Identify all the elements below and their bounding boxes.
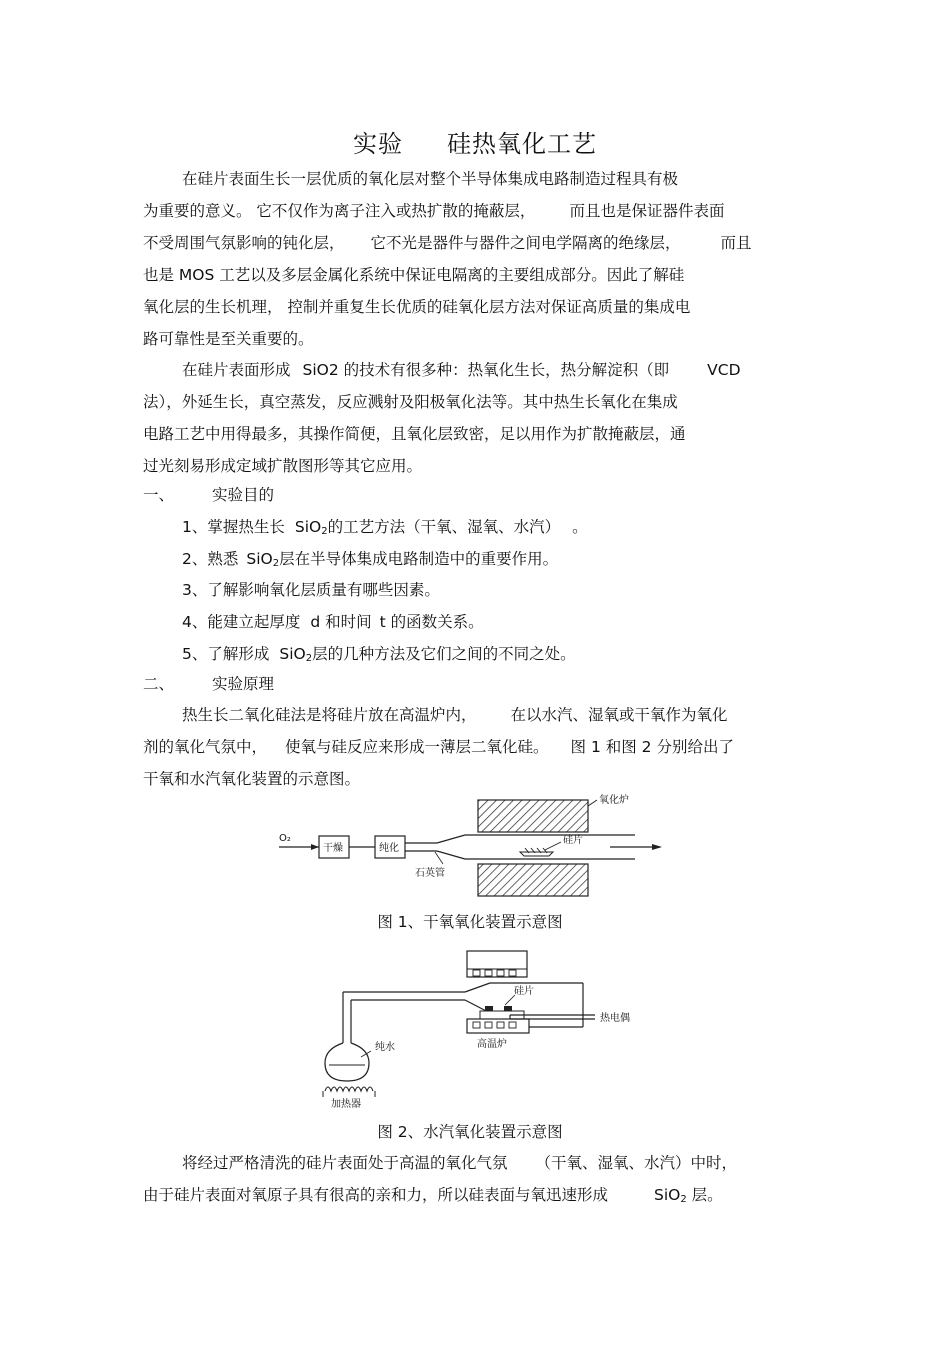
objective-5: 5、了解形成 SiO$_2$层的几种方法及它们之间的不同之处。 [182,645,576,664]
principle-line-2: 剂的氧化气氛中， 使氧与硅反应来形成一薄层二氧化硅。 图 1 和图 2 分别给出了 [143,738,734,756]
section-2-heading: 二、 实验原理 [143,675,275,693]
inlet-arrow-icon [311,844,319,850]
intro-line-4: 也是 MOS 工艺以及多层金属化系统中保证电隔离的主要组成部分。因此了解硅 [143,266,685,284]
principle-line-3: 干氧和水汽氧化装置的示意图。 [143,770,361,788]
wafer-label: 硅片 [514,986,534,997]
outlet-arrow-icon [652,844,662,850]
closing-line-1: 将经过严格清洗的硅片表面处于高温的氧化气氛 （干氧、湿氧、水汽）中时， [182,1154,738,1172]
intro-line-3: 不受周围气氛影响的钝化层， 它不光是器件与器件之间电学隔离的绝缘层， 而且 [143,234,752,252]
quartz-tube-label: 石英管 [415,868,445,879]
section-1-heading: 一、 实验目的 [143,486,275,504]
high-temp-furnace-label: 高温炉 [477,1039,507,1050]
furnace-top-block [478,800,588,832]
objective-1: 1、掌握热生长 SiO$_2$的工艺方法（干氧、湿氧、水汽） 。 [182,518,588,537]
figure-1-caption: 图 1、干氧氧化装置示意图 [377,913,563,931]
purifier-label: 纯化 [379,843,399,854]
methods-line-2: 法），外延生长，真空蒸发，反应溅射及阳极氧化法等。其中热生长氧化在集成 [143,393,678,411]
figure-1-dry-oxidation-diagram [275,792,695,902]
figure-2-steam-oxidation-diagram [315,945,655,1110]
wafer-label: 硅片 [563,835,583,846]
objective-4: 4、能建立起厚度 d 和时间 t 的函数关系。 [182,613,484,631]
closing-line-2: 由于硅片表面对氧原子具有很高的亲和力，所以硅表面与氧迅速形成 SiO$_2$ 层。 [143,1186,723,1205]
page-title: 实验 硅热氧化工艺 [353,130,597,158]
objective-3: 3、了解影响氧化层质量有哪些因素。 [182,581,440,599]
heater-label: 加热器 [331,1099,361,1110]
objective-2: 2、熟悉 SiO$_2$层在半导体集成电路制造中的重要作用。 [182,550,559,569]
thermocouple-label: 热电偶 [600,1013,630,1024]
furnace-label: 氧化炉 [599,795,629,806]
principle-line-1: 热生长二氧化硅法是将硅片放在高温炉内， 在以水汽、湿氧或干氧作为氧化 [182,706,728,724]
dryer-label: 干燥 [323,843,343,854]
methods-line-1: 在硅片表面形成 SiO2 的技术有很多种：热氧化生长，热分解淀积（即 VCD [182,361,741,379]
intro-line-6: 路可靠性是至关重要的。 [143,330,314,348]
heater-coil-icon [325,1087,373,1091]
methods-line-4: 过光刻易形成定域扩散图形等其它应用。 [143,457,423,475]
o2-label: O₂ [279,833,291,844]
methods-line-3: 电路工艺中用得最多，其操作简便，且氧化层致密，足以用作为扩散掩蔽层，通 [143,425,686,443]
wafer-boat [520,852,553,856]
intro-line-1: 在硅片表面生长一层优质的氧化层对整个半导体集成电路制造过程具有极 [182,170,679,188]
figure-2-caption: 图 2、水汽氧化装置示意图 [377,1123,563,1141]
intro-line-2: 为重要的意义。 它不仅作为离子注入或热扩散的掩蔽层， 而且也是保证器件表面 [143,202,725,220]
water-flask [325,1043,369,1081]
water-label: 纯水 [375,1042,395,1053]
intro-line-5: 氧化层的生长机理， 控制并重复生长优质的硅氧化层方法对保证高质量的集成电 [143,298,691,316]
furnace-bottom-block [478,864,588,896]
